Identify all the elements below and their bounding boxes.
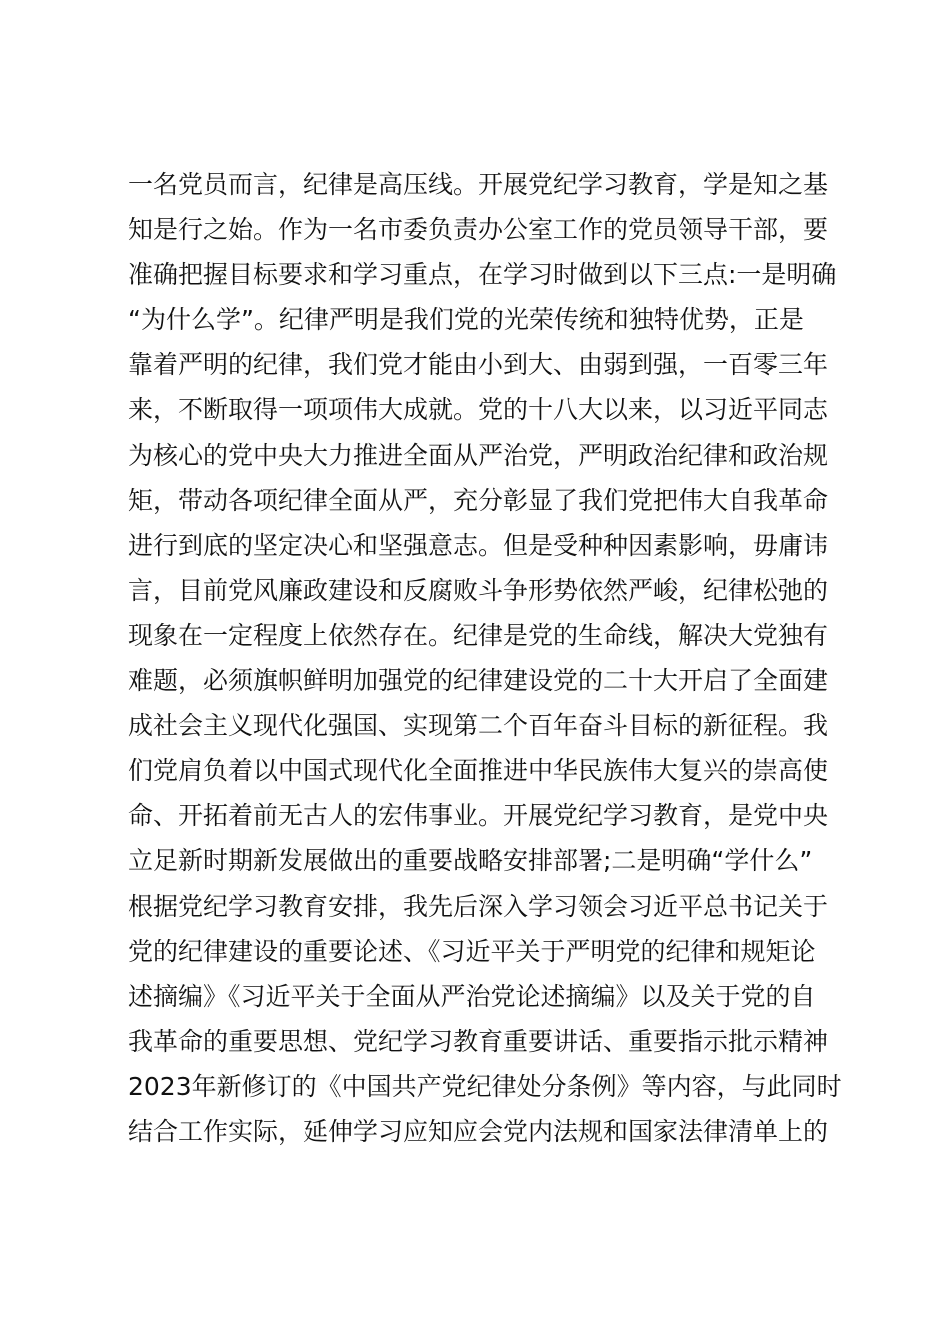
text-line: 现象在一定程度上依然存在。纪律是党的生命线，解决大党独有 bbox=[128, 620, 829, 650]
text-line: 立足新时期新发展做出的重要战略安排部署;二是明确“学什么” bbox=[128, 846, 813, 876]
text-line: 成社会主义现代化强国、实现第二个百年奋斗目标的新征程。我 bbox=[128, 711, 829, 741]
text-line: 进行到底的坚定决心和坚强意志。但是受种种因素影响，毋庸讳 bbox=[128, 530, 829, 560]
text-line: 2023年新修订的《中国共产党纪律处分条例》等内容，与此同时 bbox=[128, 1071, 842, 1101]
text-line: 为核心的党中央大力推进全面从严治党，严明政治纪律和政治规 bbox=[128, 440, 829, 470]
text-line: “为什么学”。纪律严明是我们党的光荣传统和独特优势，正是 bbox=[128, 305, 804, 335]
text-line: 述摘编》《习近平关于全面从严治党论述摘编》以及关于党的自 bbox=[128, 981, 816, 1011]
body-paragraph bbox=[128, 162, 848, 1154]
text-line: 来，不断取得一项项伟大成就。党的十八大以来，以习近平同志 bbox=[128, 395, 829, 425]
text-line: 难题，必须旗帜鲜明加强党的纪律建设党的二十大开启了全面建 bbox=[128, 666, 829, 696]
text-line: 矩，带动各项纪律全面从严，充分彰显了我们党把伟大自我革命 bbox=[128, 485, 829, 515]
text-line: 我革命的重要思想、党纪学习教育重要讲话、重要指示批示精神 bbox=[128, 1026, 829, 1056]
text-line: 一名党员而言，纪律是高压线。开展党纪学习教育，学是知之基 bbox=[128, 170, 829, 199]
text-line: 结合工作实际，延伸学习应知应会党内法规和国家法律清单上的 bbox=[128, 1116, 829, 1146]
text-line: 知是行之始。作为一名市委负责办公室工作的党员领导干部，要 bbox=[128, 215, 829, 245]
text-line: 根据党纪学习教育安排，我先后深入学习领会习近平总书记关于 bbox=[128, 891, 829, 921]
text-line: 党的纪律建设的重要论述、《习近平关于严明党的纪律和规矩论 bbox=[128, 936, 816, 966]
text-line: 们党肩负着以中国式现代化全面推进中华民族伟大复兴的崇高使 bbox=[128, 756, 829, 786]
text-line: 准确把握目标要求和学习重点，在学习时做到以下三点:一是明确 bbox=[128, 260, 837, 290]
text-line: 命、开拓着前无古人的宏伟事业。开展党纪学习教育，是党中央 bbox=[128, 801, 829, 831]
text-line: 言，目前党风廉政建设和反腐败斗争形势依然严峻，纪律松弛的 bbox=[128, 575, 829, 605]
text-line: 靠着严明的纪律，我们党才能由小到大、由弱到强，一百零三年 bbox=[128, 350, 829, 380]
